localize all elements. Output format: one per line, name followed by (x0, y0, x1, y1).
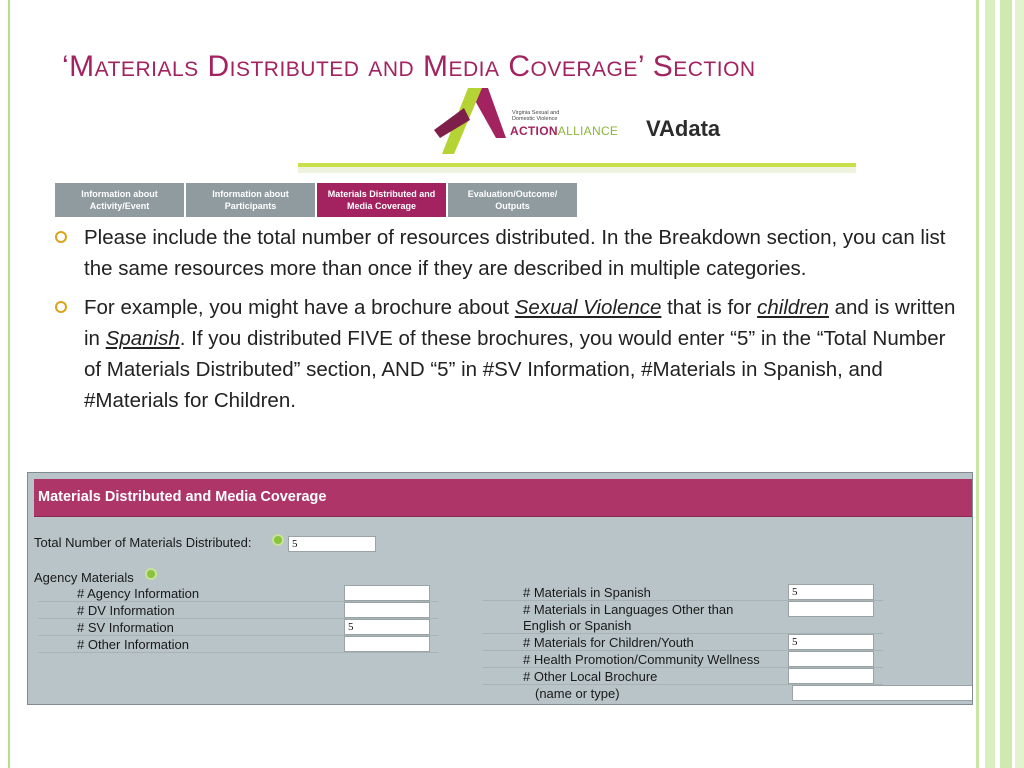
form-section-title: Materials Distributed and Media Coverage (38, 489, 327, 505)
other-information-label: # Other Information (77, 637, 189, 652)
logo-divider-shadow (298, 167, 856, 173)
bullet-text: that is for (661, 296, 758, 319)
bullet-list (52, 222, 962, 424)
materials-form-panel (27, 472, 973, 705)
health-promotion-label: # Health Promotion/Community Wellness (523, 652, 760, 667)
other-local-brochure-input[interactable] (788, 668, 874, 684)
help-icon[interactable] (145, 568, 157, 580)
materials-other-languages-input[interactable] (788, 601, 874, 617)
slide-frame-right (985, 0, 995, 768)
agency-information-label: # Agency Information (77, 586, 200, 601)
chevron-logo-icon (430, 86, 510, 156)
emphasis-sexual-violence: Sexual Violence (514, 296, 662, 319)
materials-spanish-input[interactable]: 5 (788, 584, 874, 600)
bullet-text: and is written in (84, 296, 956, 350)
tab-participants[interactable]: Information about Participants (186, 183, 315, 217)
brochure-name-type-label: (name or type) (535, 686, 620, 701)
org-name (510, 124, 618, 138)
agency-information-input[interactable] (344, 585, 430, 601)
tab-evaluation-outputs[interactable]: Evaluation/Outcome/ Outputs (448, 183, 577, 217)
org-name-action: ACTION (510, 124, 558, 138)
materials-other-languages-label: # Materials in Languages Other than (523, 602, 734, 617)
sv-information-input[interactable]: 5 (344, 619, 430, 635)
bullet-text: . If you distributed FIVE of these brochures, you would enter “5” in the “Total Number of Materials Distributed” section, AND “5” in #SV Information, #Materials in Spanish, and #Materials for Children. (84, 327, 946, 412)
slide-frame-right (1015, 0, 1024, 768)
agency-materials-label: Agency Materials (34, 570, 134, 585)
dv-information-label: # DV Information (77, 603, 175, 618)
bullet-text: Please include the total number of resources distributed. In the Breakdown section, you can list the same resources more than once if they are described in multiple categories. (84, 226, 946, 280)
action-alliance-logo (430, 86, 730, 156)
bullet-circle-icon (55, 301, 67, 313)
health-promotion-input[interactable] (788, 651, 874, 667)
materials-children-label: # Materials for Children/Youth (523, 635, 694, 650)
help-icon[interactable] (272, 534, 284, 546)
total-materials-input[interactable]: 5 (288, 536, 376, 552)
other-local-brochure-label: # Other Local Brochure (523, 669, 658, 684)
emphasis-children: children (757, 296, 829, 319)
materials-other-languages-label-cont: English or Spanish (523, 618, 632, 633)
tab-materials-media[interactable]: Materials Distributed and Media Coverage (317, 183, 446, 217)
total-materials-label: Total Number of Materials Distributed: (34, 535, 252, 550)
brochure-name-type-input[interactable] (792, 685, 973, 701)
row-divider (38, 652, 438, 653)
slide-title: ‘Materials Distributed and Media Coverage’ Section (62, 50, 756, 83)
materials-spanish-label: # Materials in Spanish (523, 585, 651, 600)
slide-frame-right (1000, 0, 1012, 768)
slide-frame-left (8, 0, 10, 768)
bullet-item (52, 292, 962, 416)
bullet-item (52, 222, 962, 284)
bullet-text: For example, you might have a brochure about (84, 296, 515, 319)
bullet-circle-icon (55, 231, 67, 243)
form-tabs (55, 183, 577, 217)
form-section-header (34, 479, 973, 517)
dv-information-input[interactable] (344, 602, 430, 618)
slide-frame-right (976, 0, 979, 768)
emphasis-spanish: Spanish (105, 327, 180, 350)
org-name-alliance: ALLIANCE (557, 124, 619, 138)
vadata-brand: VAdata (646, 116, 721, 141)
sv-information-label: # SV Information (77, 620, 174, 635)
other-information-input[interactable] (344, 636, 430, 652)
tab-activity-event[interactable]: Information about Activity/Event (55, 183, 184, 217)
materials-children-input[interactable]: 5 (788, 634, 874, 650)
org-subtitle: Virginia Sexual and Domestic Violence (512, 110, 560, 122)
